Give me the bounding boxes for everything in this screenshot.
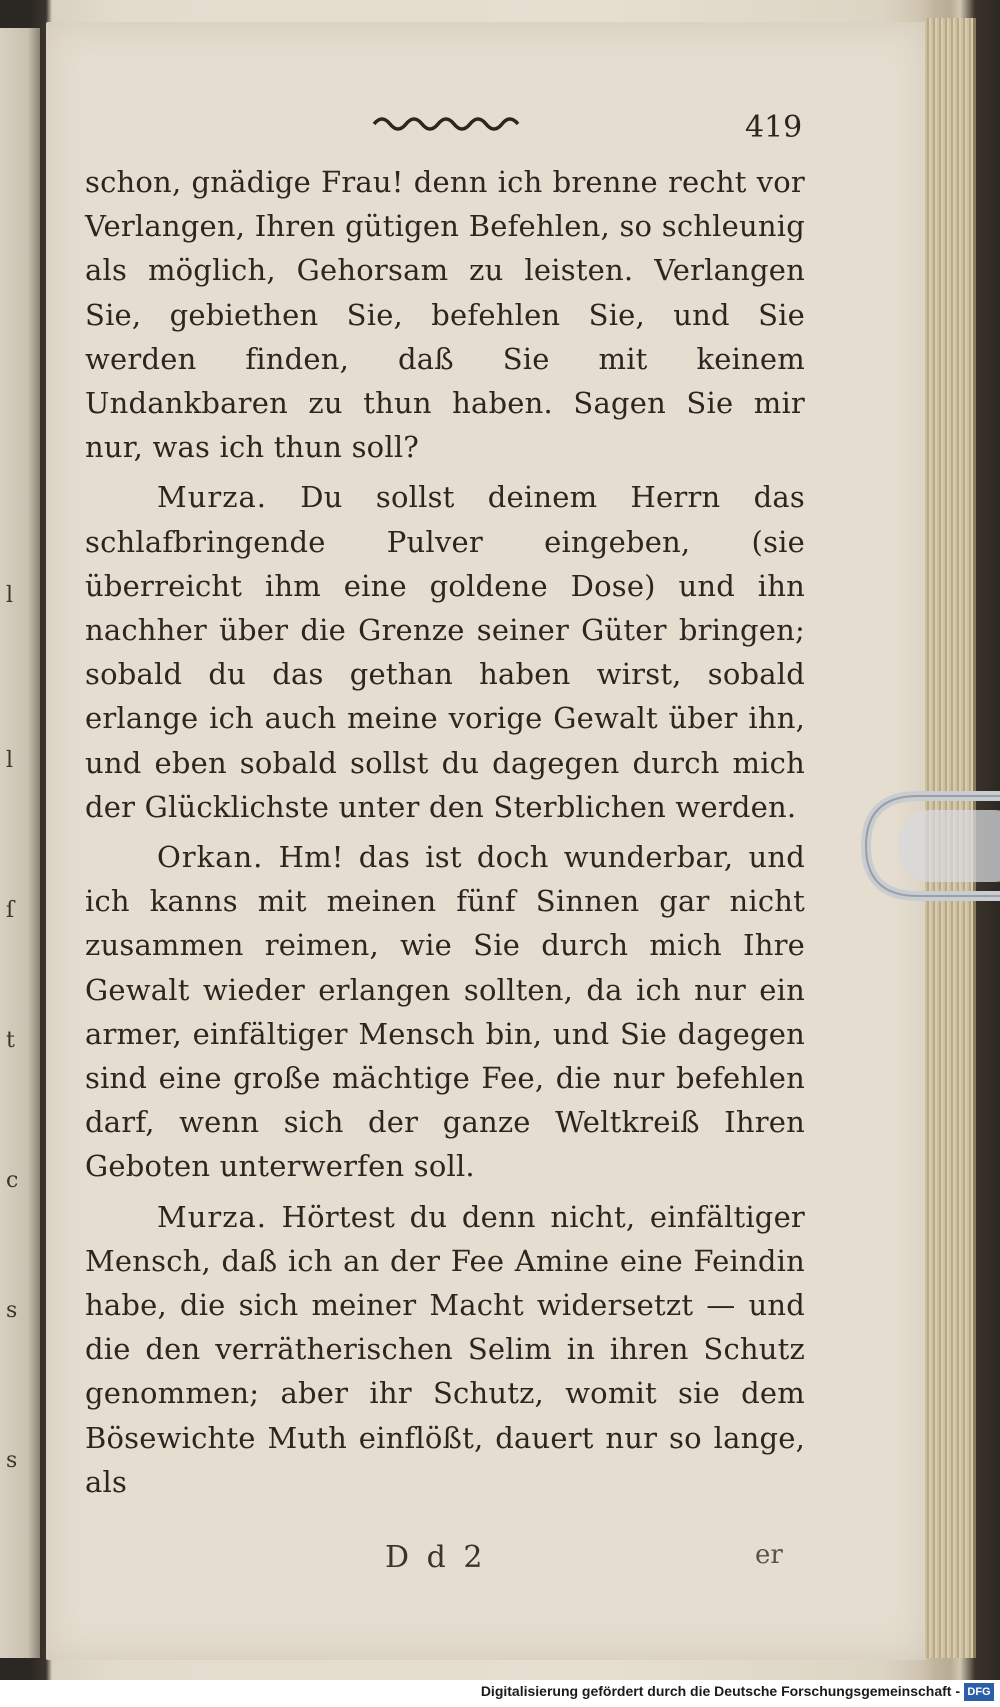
dfg-logo: DFG xyxy=(964,1683,994,1701)
paragraph-text: Hörtest du denn nicht, einfältiger Mensch, daß ich an der Fee Amine eine Feindin habe, die sich meiner Macht widersetzt — und die den verrätherischen Selim in ihren Schutz genommen; aber ihr Schutz, womit sie dem Bösewichte Muth einflößt, dauert nur so lange, als xyxy=(85,1199,805,1499)
page-text xyxy=(85,160,805,1504)
header-ornament xyxy=(370,110,530,138)
funding-credit: Digitalisierung gefördert durch die Deutsche Forschungsgemeinschaft - xyxy=(480,1683,960,1699)
margin-glyph: s xyxy=(6,1298,18,1323)
page-number: 419 xyxy=(745,110,803,145)
margin-glyph: ſ xyxy=(6,898,15,923)
adjacent-page-edge xyxy=(0,28,40,1658)
dialogue-paragraph xyxy=(85,475,805,829)
paragraph xyxy=(85,160,805,469)
paragraph-text: Hm! das ist doch wunderbar, und ich kanns mit meinen fünf Sinnen gar nicht zusammen reimen, wie Sie durch mich Ihre Gewalt wieder erlangen sollten, da ich nur ein armer, einfältiger Mensch bin, und Sie dagegen sind eine große mächtige Fee, die nur befehlen darf, wenn sich der ganze Weltkreiß Ihren Geboten unterwerfen soll. xyxy=(85,840,805,1184)
dialogue-paragraph xyxy=(85,835,805,1189)
speaker-name: Murza. xyxy=(157,1199,268,1234)
dialogue-paragraph xyxy=(85,1195,805,1504)
paper-clip-icon xyxy=(858,790,1000,910)
paragraph-text: schon, gnädige Frau! denn ich brenne recht vor Verlangen, Ihren gütigen Befehlen, so schleunig als möglich, Gehorsam zu leisten. Verlangen Sie, gebiethen Sie, befehlen Sie, und Sie werden finden, daß Sie mit keinem Undankbaren zu thun haben. Sagen Sie mir nur, was ich thun soll? xyxy=(85,165,805,465)
margin-glyph: l xyxy=(6,748,14,773)
signature-mark: D d 2 xyxy=(385,1540,487,1575)
margin-glyph: s xyxy=(6,1448,18,1473)
catchword: er xyxy=(755,1540,783,1570)
paragraph-text: Du sollst deinem Herrn das schlafbringende Pulver eingeben, (sie überreicht ihm eine goldene Dose) und ihn nachher über die Grenze seiner Güter bringen; sobald du das gethan haben wirst, sobald erlange ich auch meine vorige Gewalt über ihn, und eben sobald sollst du dagegen durch mich der Glücklichste unter den Sterblichen werden. xyxy=(85,480,806,824)
margin-glyph: c xyxy=(6,1168,19,1193)
margin-glyph: t xyxy=(6,1028,15,1053)
margin-glyph: l xyxy=(6,583,14,608)
speaker-name: Orkan. xyxy=(157,840,264,875)
speaker-name: Murza. xyxy=(157,480,268,515)
